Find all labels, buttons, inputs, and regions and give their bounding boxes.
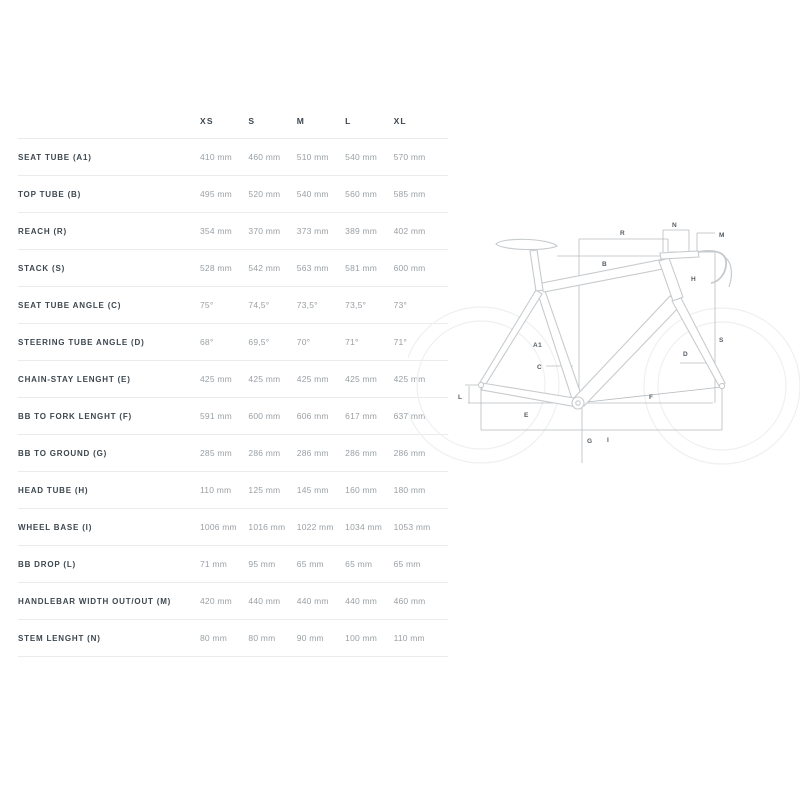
row-value: 354 mm	[200, 226, 232, 236]
row-label: STACK (S)	[18, 263, 66, 273]
row-value: 460 mm	[248, 152, 281, 162]
row-value: 410 mm	[200, 152, 232, 162]
row-value: 286 mm	[393, 448, 426, 458]
size-column-header-xl: XL	[393, 116, 407, 126]
row-value: 285 mm	[200, 448, 232, 458]
seat-stay	[479, 290, 542, 387]
row-value: 110 mm	[393, 633, 425, 643]
row-value: 1016 mm	[248, 522, 286, 532]
handlebar	[698, 251, 726, 283]
seat-post	[530, 250, 543, 291]
row-value: 73°	[393, 300, 408, 310]
table-row	[18, 546, 448, 583]
row-value: 110 mm	[200, 485, 232, 495]
size-column-header-xs: XS	[200, 116, 214, 126]
row-value: 420 mm	[200, 596, 232, 606]
row-value: 581 mm	[345, 263, 378, 273]
label-h: H	[691, 276, 697, 283]
table-row	[18, 324, 448, 361]
head-tube	[659, 258, 683, 301]
table-row	[18, 620, 448, 657]
table-row	[18, 361, 448, 398]
rear-dropout	[478, 382, 483, 387]
row-value: 80 mm	[248, 633, 276, 643]
row-value: 520 mm	[248, 189, 281, 199]
row-value: 591 mm	[200, 411, 232, 421]
row-value: 286 mm	[345, 448, 378, 458]
row-value: 70°	[296, 337, 311, 347]
label-r: R	[620, 230, 626, 237]
label-l: L	[458, 394, 463, 401]
row-value: 73,5°	[345, 300, 367, 310]
size-column-header-l: L	[345, 116, 352, 126]
label-g: G	[587, 438, 593, 445]
row-value: 460 mm	[393, 596, 426, 606]
row-label: HEAD TUBE (H)	[18, 485, 89, 495]
row-value: 425 mm	[200, 374, 232, 384]
row-label: HANDLEBAR WIDTH OUT/OUT (M)	[18, 596, 172, 606]
row-label: CHAIN-STAY LENGHT (E)	[18, 374, 131, 384]
row-value: 440 mm	[296, 596, 329, 606]
bike-diagram	[408, 198, 800, 490]
table-row	[18, 287, 448, 324]
row-value: 600 mm	[248, 411, 281, 421]
row-value: 100 mm	[345, 633, 378, 643]
row-value: 425 mm	[296, 374, 329, 384]
geometry-table	[18, 104, 448, 657]
row-value: 145 mm	[296, 485, 329, 495]
table-row	[18, 139, 448, 176]
row-value: 286 mm	[248, 448, 281, 458]
row-value: 68°	[200, 337, 214, 347]
row-label: SEAT TUBE ANGLE (C)	[18, 300, 122, 310]
label-i: I	[607, 437, 610, 444]
row-label: STEM LENGHT (N)	[18, 633, 101, 643]
row-value: 510 mm	[296, 152, 329, 162]
row-value: 286 mm	[296, 448, 329, 458]
row-value: 71°	[345, 337, 359, 347]
label-a1: A1	[533, 342, 543, 349]
table-row	[18, 398, 448, 435]
row-value: 389 mm	[345, 226, 378, 236]
row-value: 74,5°	[248, 300, 270, 310]
row-value: 73,5°	[296, 300, 318, 310]
row-value: 75°	[200, 300, 214, 310]
down-tube	[574, 296, 682, 406]
stem	[660, 251, 699, 259]
row-value: 425 mm	[248, 374, 281, 384]
row-value: 440 mm	[248, 596, 281, 606]
table-row	[18, 213, 448, 250]
row-value: 540 mm	[296, 189, 329, 199]
size-column-header-s: S	[248, 116, 256, 126]
row-value: 71°	[393, 337, 408, 347]
front-dropout	[719, 383, 724, 388]
row-value: 542 mm	[248, 263, 281, 273]
label-s: S	[719, 337, 724, 344]
row-value: 540 mm	[345, 152, 378, 162]
row-value: 65 mm	[393, 559, 421, 569]
label-c: C	[537, 364, 543, 371]
row-value: 69,5°	[248, 337, 270, 347]
table-row	[18, 509, 448, 546]
label-f: F	[649, 394, 654, 401]
row-label: TOP TUBE (B)	[18, 189, 82, 199]
label-b: B	[602, 261, 608, 268]
row-value: 1034 mm	[345, 522, 383, 532]
row-value: 90 mm	[296, 633, 324, 643]
bottom-bracket-axle	[576, 401, 580, 405]
row-value: 80 mm	[200, 633, 227, 643]
row-value: 125 mm	[248, 485, 281, 495]
row-value: 1053 mm	[393, 522, 431, 532]
label-d: D	[683, 351, 689, 358]
row-label: BB TO FORK LENGHT (F)	[18, 411, 132, 421]
row-value: 370 mm	[248, 226, 281, 236]
row-value: 637 mm	[393, 411, 426, 421]
row-value: 570 mm	[393, 152, 426, 162]
table-row	[18, 583, 448, 620]
row-value: 560 mm	[345, 189, 378, 199]
row-value: 402 mm	[393, 226, 426, 236]
row-value: 1006 mm	[200, 522, 237, 532]
table-body	[18, 139, 448, 657]
row-value: 495 mm	[200, 189, 232, 199]
row-value: 440 mm	[345, 596, 378, 606]
row-value: 65 mm	[345, 559, 373, 569]
row-value: 95 mm	[248, 559, 276, 569]
row-value: 1022 mm	[296, 522, 334, 532]
row-value: 600 mm	[393, 263, 426, 273]
row-label: REACH (R)	[18, 226, 67, 236]
label-m: M	[719, 232, 725, 239]
table-row	[18, 435, 448, 472]
row-value: 585 mm	[393, 189, 426, 199]
table-row	[18, 176, 448, 213]
row-value: 373 mm	[296, 226, 329, 236]
row-label: STEERING TUBE ANGLE (D)	[18, 337, 145, 347]
row-value: 65 mm	[296, 559, 324, 569]
row-label: BB DROP (L)	[18, 559, 76, 569]
row-value: 160 mm	[345, 485, 378, 495]
table-row	[18, 472, 448, 509]
row-value: 425 mm	[345, 374, 378, 384]
row-value: 528 mm	[200, 263, 232, 273]
table-row	[18, 250, 448, 287]
size-column-header-m: M	[296, 116, 306, 126]
row-label: WHEEL BASE (I)	[18, 522, 93, 532]
bike-diagram-svg	[408, 198, 800, 490]
label-e: E	[524, 412, 529, 419]
row-value: 563 mm	[296, 263, 329, 273]
table-header	[18, 104, 448, 139]
row-label: BB TO GROUND (G)	[18, 448, 108, 458]
row-label: SEAT TUBE (A1)	[18, 152, 92, 162]
row-value: 606 mm	[296, 411, 329, 421]
row-value: 71 mm	[200, 559, 227, 569]
row-value: 425 mm	[393, 374, 426, 384]
row-value: 617 mm	[345, 411, 378, 421]
label-n: N	[672, 222, 678, 229]
row-value: 180 mm	[393, 485, 426, 495]
saddle	[496, 239, 557, 249]
